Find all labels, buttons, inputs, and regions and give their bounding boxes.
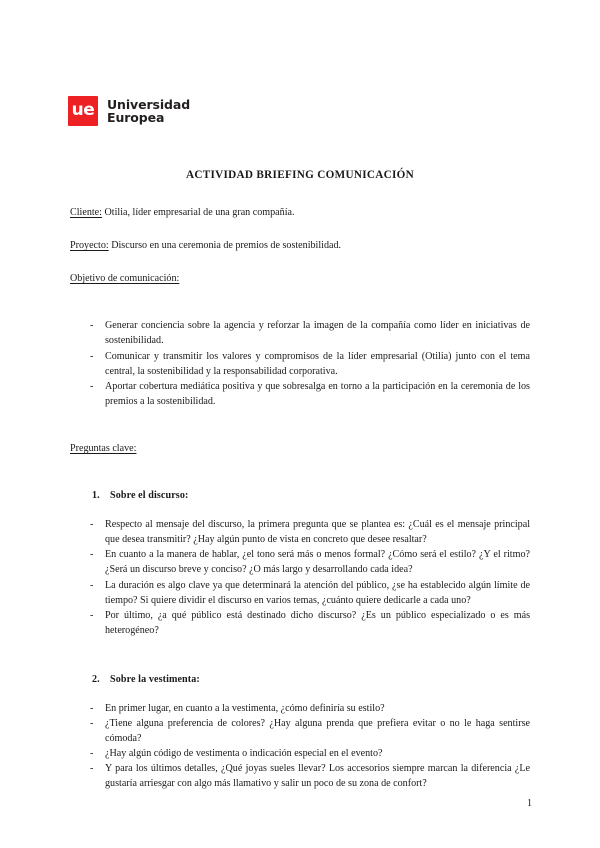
section-1-title: Sobre el discurso: — [110, 490, 189, 502]
logo-line-universidad: Universidad — [107, 96, 191, 112]
objetivo-heading: Objetivo de comunicación: — [70, 273, 180, 285]
section-sobre-la-vestimenta — [70, 672, 530, 792]
field-cliente — [70, 205, 530, 220]
questions-list-2 — [70, 701, 530, 792]
spacer — [70, 656, 530, 672]
field-proyecto — [70, 238, 530, 253]
list-item: - En cuanto a la manera de hablar, ¿el tono será más o menos formal? ¿Cómo será el estilo? ¿Y el ritmo? ¿Será un discurso breve y conciso? ¿O más largo y desarrollando cada idea? — [70, 547, 530, 577]
list-item: - En primer lugar, en cuanto a la vestimenta, ¿cómo definiría su estilo? — [70, 701, 530, 716]
objetivo-heading-wrap — [70, 271, 530, 302]
field-cliente-value: Otilia, líder empresarial de una gran compañía. — [101, 207, 295, 219]
ue-logo-mark-icon — [68, 96, 98, 126]
university-logo-wordmark — [107, 98, 190, 125]
field-proyecto-label: Proyecto: — [70, 240, 109, 252]
logo-line-europea: Europea — [107, 110, 165, 125]
section-1-number: 1. — [92, 490, 100, 502]
ue-logo-mark-text: ue — [71, 99, 95, 120]
questions-list-1 — [70, 517, 530, 638]
list-item: - Generar conciencia sobre la agencia y reforzar la imagen de la compañía como líder en iniciativas de sostenibilidad. — [70, 318, 530, 348]
list-item: - ¿Hay algún código de vestimenta o indicación especial en el evento? — [70, 746, 530, 761]
section-2-heading — [70, 672, 530, 687]
section-2-number: 2. — [92, 673, 100, 685]
page-title: ACTIVIDAD BRIEFING COMUNICACIÓN — [185, 169, 415, 181]
list-item: - ¿Tiene alguna preferencia de colores? ¿Hay alguna prenda que prefiera evitar o no le haga sentirse cómoda? — [70, 716, 530, 746]
list-item: - Por último, ¿a qué público está destinado dicho discurso? ¿Es un público especializado o es más heterogéneo? — [70, 608, 530, 638]
list-item: - Comunicar y transmitir los valores y compromisos de la líder empresarial (Otilia) junto con el tema central, la sostenibilidad y la responsabilidad corporativa. — [70, 349, 530, 379]
list-item: - Y para los últimos detalles, ¿Qué joyas sueles llevar? Los accesorios siempre marcan la diferencia ¿Le gustaría arriesgar con algo más llamativo y salir un poco de su zona de confort? — [70, 761, 530, 791]
section-2-title: Sobre la vestimenta: — [110, 673, 200, 685]
section-1-heading — [70, 488, 530, 503]
university-logo — [68, 96, 190, 126]
field-proyecto-value: Discurso en una ceremonia de premios de sostenibilidad. — [108, 240, 342, 252]
spacer — [70, 425, 530, 441]
page-number: 1 — [526, 798, 532, 809]
field-cliente-label: Cliente: — [70, 207, 102, 219]
preguntas-heading-wrap — [70, 441, 530, 472]
list-item: - Respecto al mensaje del discurso, la primera pregunta que se plantea es: ¿Cuál es el mensaje principal que desea transmitir? ¿Hay algún punto de vista en concreto que desee resaltar? — [70, 517, 530, 547]
list-item: - Aportar cobertura mediática positiva y que sobresalga en torno a la participación en la ceremonia de los premios a la sostenibilidad. — [70, 379, 530, 409]
document-body — [70, 168, 530, 810]
preguntas-clave-heading: Preguntas clave: — [70, 442, 137, 454]
section-sobre-el-discurso — [70, 488, 530, 638]
list-item: - La duración es algo clave ya que determinará la atención del público, ¿se ha establecido algún límite de tiempo? Si quiere dividir el discurso en varios temas, ¿cuánto quiere dedicarle a cada uno? — [70, 578, 530, 608]
objetivos-list — [70, 318, 530, 409]
